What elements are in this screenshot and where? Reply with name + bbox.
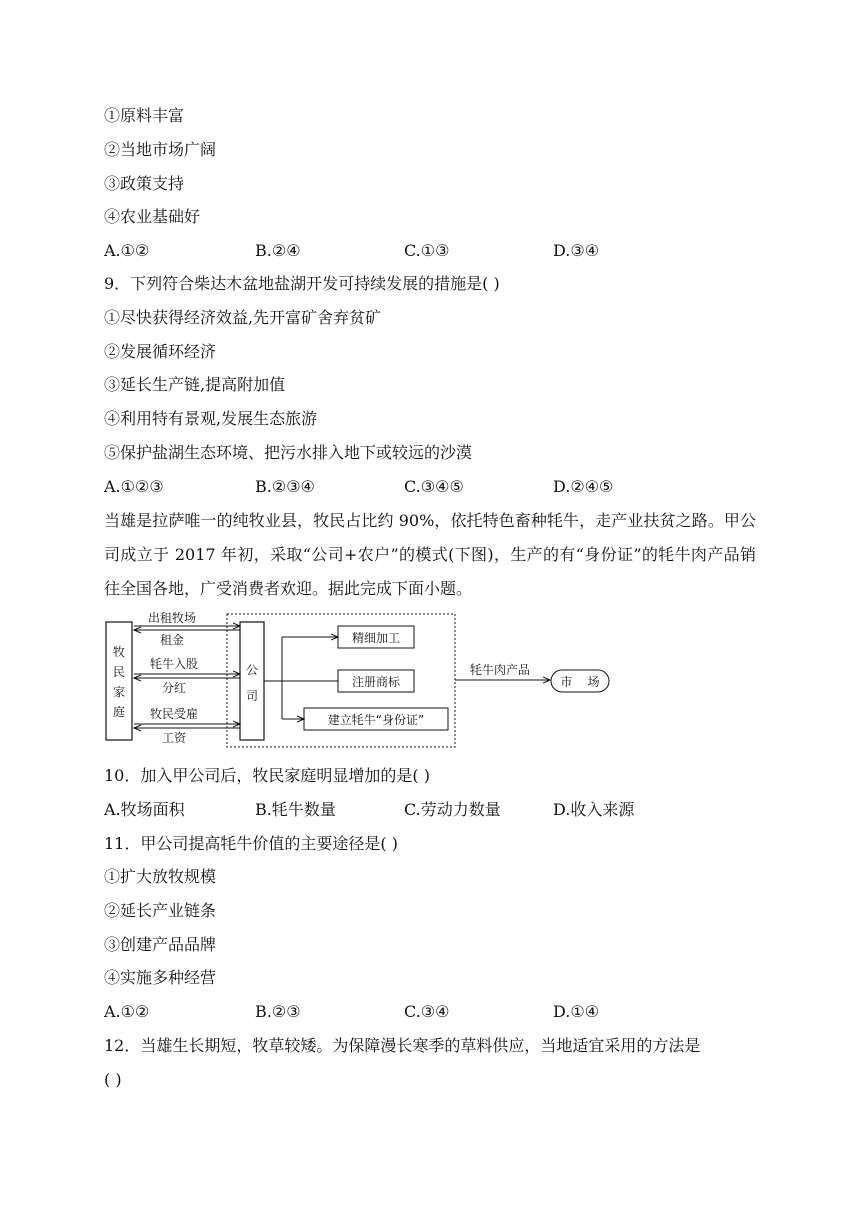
box-trademark-label: 注册商标 (351, 675, 401, 689)
family-box (106, 622, 132, 740)
q12-stem-line-2: ( ) (104, 1070, 122, 1089)
q11-item-4: ④实施多种经营 (104, 968, 217, 987)
q10-option-d[interactable]: D.收入来源 (553, 800, 635, 819)
q8-item-3: ③政策支持 (104, 174, 185, 193)
label-dividend: 分红 (161, 681, 187, 695)
label-rent: 租金 (159, 633, 185, 647)
label-shares: 牦牛入股 (149, 657, 199, 671)
family-char-4: 庭 (112, 705, 126, 719)
q9-item-4: ④利用特有景观,发展生态旅游 (104, 409, 318, 428)
label-wage: 工资 (161, 731, 187, 745)
q9-item-2: ②发展循环经济 (104, 342, 217, 361)
q11-stem: 11．甲公司提高牦牛价值的主要途径是( ) (104, 834, 398, 853)
q9-item-1: ①尽快获得经济效益,先开富矿舍弃贫矿 (104, 308, 382, 327)
q8-item-2: ②当地市场广阔 (104, 140, 217, 159)
q11-option-d[interactable]: D.①④ (553, 1002, 600, 1021)
company-char-1: 公 (245, 663, 259, 677)
q12-stem-line-1: 12．当雄生长期短，牧草较矮。为保障漫长寒季的草料供应，当地适宜采用的方法是 (104, 1036, 701, 1055)
label-product: 牦牛肉产品 (469, 663, 531, 677)
q10-option-c[interactable]: C.劳动力数量 (404, 800, 501, 819)
passage-paragraph: 当雄是拉萨唯一的纯牧业县，牧民占比约 90%，依托特色畜种牦牛，走产业扶贫之路。甲公司成立于 2017 年初，采取“公司+农户”的模式(下图)，生产的有“身份证”的牦牛肉产品销往全国各地，广受消费者欢迎。据此完成下面小题。 (104, 511, 756, 598)
q11-item-3: ③创建产品品牌 (104, 935, 217, 954)
company-farmer-diagram (104, 612, 614, 752)
q11-option-a[interactable]: A.①② (104, 1002, 150, 1021)
market-label: 市 场 (560, 675, 600, 689)
q8-item-1: ①原料丰富 (104, 106, 185, 125)
q10-option-a[interactable]: A.牧场面积 (104, 800, 185, 819)
family-char-3: 家 (112, 685, 126, 699)
q8-option-d[interactable]: D.③④ (553, 241, 600, 260)
q9-item-5: ⑤保护盐湖生态环境、把污水排入地下或较远的沙漠 (104, 443, 473, 462)
family-char-2: 民 (112, 665, 126, 679)
label-employ: 牧民受雇 (149, 707, 199, 721)
company-region (227, 614, 455, 747)
q11-option-b[interactable]: B.②③ (255, 1002, 301, 1021)
q8-option-c[interactable]: C.①③ (404, 241, 450, 260)
label-lease: 出租牧场 (147, 612, 197, 625)
company-char-2: 司 (245, 689, 259, 703)
q9-stem: 9．下列符合柴达木盆地盐湖开发可持续发展的措施是( ) (104, 274, 500, 293)
q10-option-b[interactable]: B.牦牛数量 (255, 800, 336, 819)
q10-stem: 10．加入甲公司后，牧民家庭明显增加的是( ) (104, 766, 430, 785)
q11-item-1: ①扩大放牧规模 (104, 867, 217, 886)
q8-option-a[interactable]: A.①② (104, 241, 150, 260)
box-processing-label: 精细加工 (351, 631, 401, 645)
company-box (240, 622, 264, 740)
passage-text (104, 504, 756, 606)
q8-option-b[interactable]: B.②④ (255, 241, 301, 260)
q8-item-4: ④农业基础好 (104, 207, 201, 226)
q11-option-c[interactable]: C.③④ (404, 1002, 450, 1021)
family-char-1: 牧 (112, 645, 126, 659)
q9-item-3: ③延长生产链,提高附加值 (104, 375, 286, 394)
box-yak-id-label: 建立牦牛“身份证” (327, 713, 425, 727)
q9-option-b[interactable]: B.②③④ (255, 477, 315, 496)
q9-option-d[interactable]: D.②④⑤ (553, 477, 614, 496)
q9-option-c[interactable]: C.③④⑤ (404, 477, 464, 496)
q9-option-a[interactable]: A.①②③ (104, 477, 164, 496)
q11-item-2: ②延长产业链条 (104, 901, 217, 920)
